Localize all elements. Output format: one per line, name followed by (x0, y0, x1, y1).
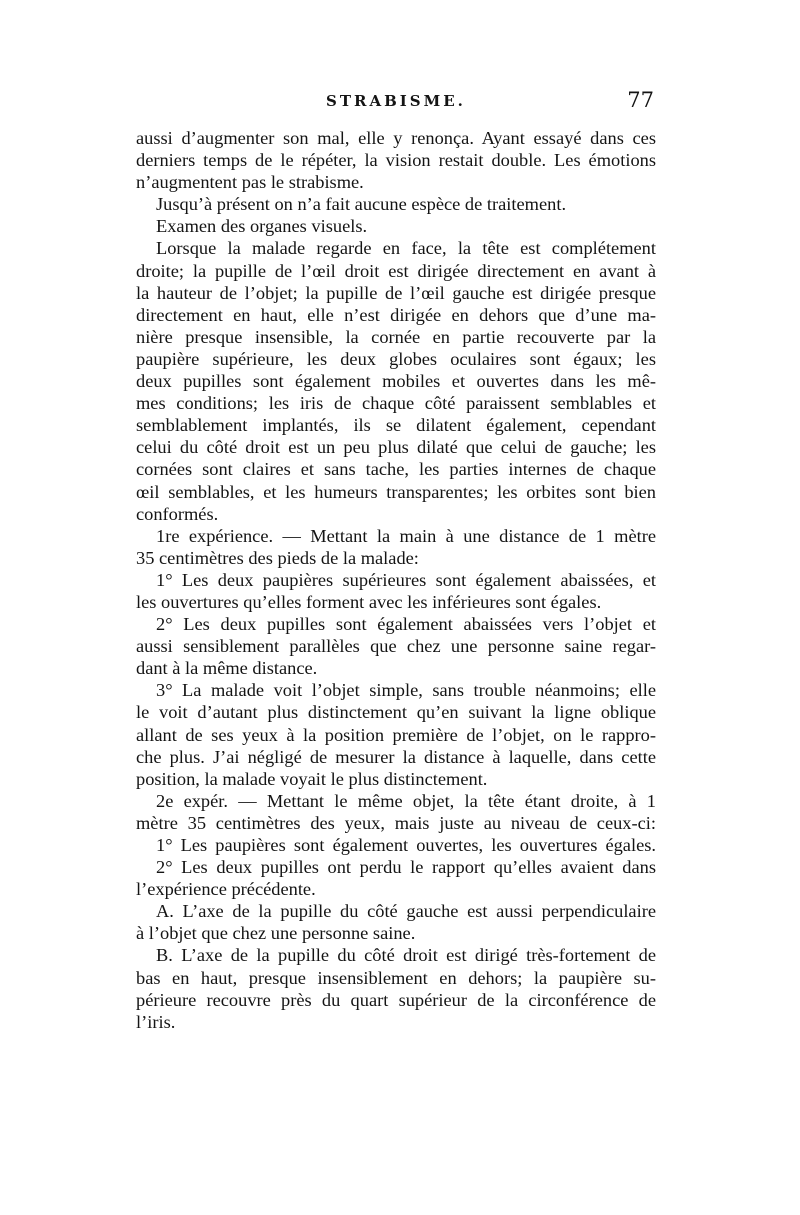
text-line: che plus. J’ai négligé de mesurer la distance à laquelle, dans cette (136, 746, 656, 767)
text-line: directement en haut, elle n’est dirigée en dehors que d’une ma- (136, 304, 656, 325)
text-line: 1re expérience. — Mettant la main à une distance de 1 mètre (156, 525, 656, 546)
text-line: semblablement implantés, ils se dilatent également, cependant (136, 415, 656, 436)
text-line: deux pupilles sont également mobiles et ouvertes dans les mê- (136, 371, 656, 392)
text-line: 2° Les deux pupilles ont perdu le rapport qu’elles avaient dans (156, 857, 656, 878)
text-line: mètre 35 centimètres des yeux, mais juste au niveau de ceux-ci: (136, 812, 656, 833)
text-line: 3° La malade voit l’objet simple, sans trouble néanmoins; elle (156, 680, 656, 701)
text-line: l’expérience précédente. (136, 879, 316, 900)
text-line: B. L’axe de la pupille du côté droit est dirigé très-fortement de (156, 945, 656, 966)
text-line: aussi sensiblement parallèles que chez une personne saine regar- (136, 636, 656, 657)
text-line: 35 centimètres des pieds de la malade: (136, 547, 419, 568)
text-line: position, la malade voyait le plus distinctement. (136, 768, 488, 789)
page-number: 77 (627, 88, 654, 112)
text-line: Lorsque la malade regarde en face, la tête est complétement (156, 238, 656, 259)
text-line: le voit d’autant plus distinctement qu’en suivant la ligne oblique (136, 702, 656, 723)
text-line: 2° Les deux pupilles sont également abaissées vers l’objet et (156, 614, 656, 635)
text-line: mes conditions; les iris de chaque côté paraissent semblables et (136, 393, 656, 414)
text-line: aussi d’augmenter son mal, elle y renonça. Ayant essayé dans ces (136, 128, 656, 148)
text-line: n’augmentent pas le strabisme. (136, 172, 364, 193)
text-line: celui du côté droit est un peu plus dilaté que celui de gauche; les (136, 437, 656, 458)
text-line: bas en haut, presque insensiblement en dehors; la paupière su- (136, 967, 656, 988)
text-line: conformés. (136, 503, 219, 524)
text-line: Jusqu’à présent on n’a fait aucune espèce de traitement. (156, 194, 567, 215)
text-line: la hauteur de l’objet; la pupille de l’œil gauche est dirigée presque (136, 282, 656, 303)
text-line: paupière supérieure, les deux globes oculaires sont égaux; les (136, 348, 656, 369)
text-line: à l’objet que chez une personne saine. (136, 923, 416, 944)
body-text (136, 127, 656, 1033)
text-line: 1° Les deux paupières supérieures sont également abaissées, et (156, 569, 656, 590)
text-line: 1° Les paupières sont également ouvertes, les ouvertures égales. (156, 835, 656, 855)
text-line: les ouvertures qu’elles forment avec les inférieures sont égales. (136, 591, 602, 612)
text-line: périeure recouvre près du quart supérieur de la circonférence de (136, 989, 656, 1010)
text-line: droite; la pupille de l’œil droit est dirigée directement en avant à (136, 260, 656, 281)
text-line: A. L’axe de la pupille du côté gauche est aussi perpendiculaire (156, 901, 656, 922)
text-line: allant de ses yeux à la position première de l’objet, on le rappro- (136, 724, 656, 745)
text-line: dant à la même distance. (136, 658, 318, 679)
text-line: œil semblables, et les humeurs transparentes; les orbites sont bien (136, 481, 656, 502)
text-line: l’iris. (136, 1011, 176, 1032)
text-line: 2e expér. — Mettant le même objet, la tête étant droite, à 1 (156, 790, 656, 811)
text-line: nière presque insensible, la cornée en partie recouverte par la (136, 326, 656, 347)
text-line: cornées sont claires et sans tache, les parties internes de chaque (136, 459, 656, 480)
text-line: derniers temps de le répéter, la vision restait double. Les émotions (136, 150, 656, 171)
text-line: Examen des organes visuels. (156, 216, 368, 237)
page-header (136, 88, 656, 116)
running-title: STRABISME. (326, 92, 466, 110)
